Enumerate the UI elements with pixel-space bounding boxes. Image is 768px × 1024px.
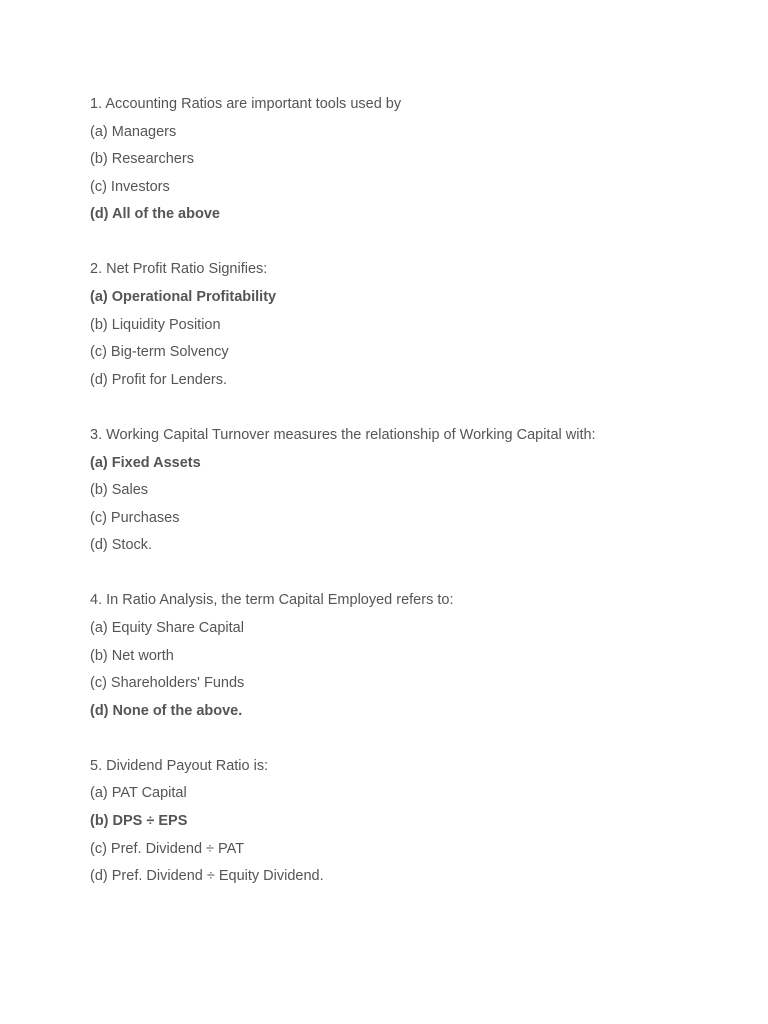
correct-answer-option: (b) DPS ÷ EPS <box>90 813 188 830</box>
answer-option: (b) Liquidity Position <box>90 316 221 333</box>
correct-answer-option: (a) Operational Profitability <box>90 289 277 306</box>
question-block <box>90 422 730 560</box>
question-text: 4. In Ratio Analysis, the term Capital Employed refers to: <box>90 592 454 609</box>
answer-option: (c) Big-term Solvency <box>90 344 229 361</box>
answer-option: (b) Net worth <box>90 647 174 664</box>
question-block <box>90 91 730 229</box>
answer-option: (a) PAT Capital <box>90 785 187 802</box>
question-block <box>90 256 730 394</box>
answer-option: (b) Sales <box>90 482 149 499</box>
question-block <box>90 587 730 725</box>
answer-option: (c) Pref. Dividend ÷ PAT <box>90 840 245 857</box>
question-text: 3. Working Capital Turnover measures the relationship of Working Capital with: <box>90 426 596 443</box>
question-text: 5. Dividend Payout Ratio is: <box>90 757 269 774</box>
answer-option: (d) Pref. Dividend ÷ Equity Dividend. <box>90 868 324 885</box>
answer-option: (b) Researchers <box>90 151 194 168</box>
answer-option: (c) Shareholders' Funds <box>90 675 245 692</box>
question-block <box>90 753 730 891</box>
answer-option: (c) Purchases <box>90 509 180 526</box>
answer-option: (a) Equity Share Capital <box>90 620 244 636</box>
answer-option: (a) Managers <box>90 123 177 140</box>
answer-option: (d) Profit for Lenders. <box>90 371 227 388</box>
correct-answer-option: (a) Fixed Assets <box>90 454 201 471</box>
quiz-document <box>90 91 730 918</box>
answer-option: (c) Investors <box>90 178 170 195</box>
answer-option: (d) Stock. <box>90 537 153 554</box>
correct-answer-option: (d) All of the above <box>90 206 220 223</box>
question-text: 2. Net Profit Ratio Signifies: <box>90 261 268 278</box>
question-text: 1. Accounting Ratios are important tools used by <box>90 96 402 112</box>
correct-answer-option: (d) None of the above. <box>90 702 243 719</box>
